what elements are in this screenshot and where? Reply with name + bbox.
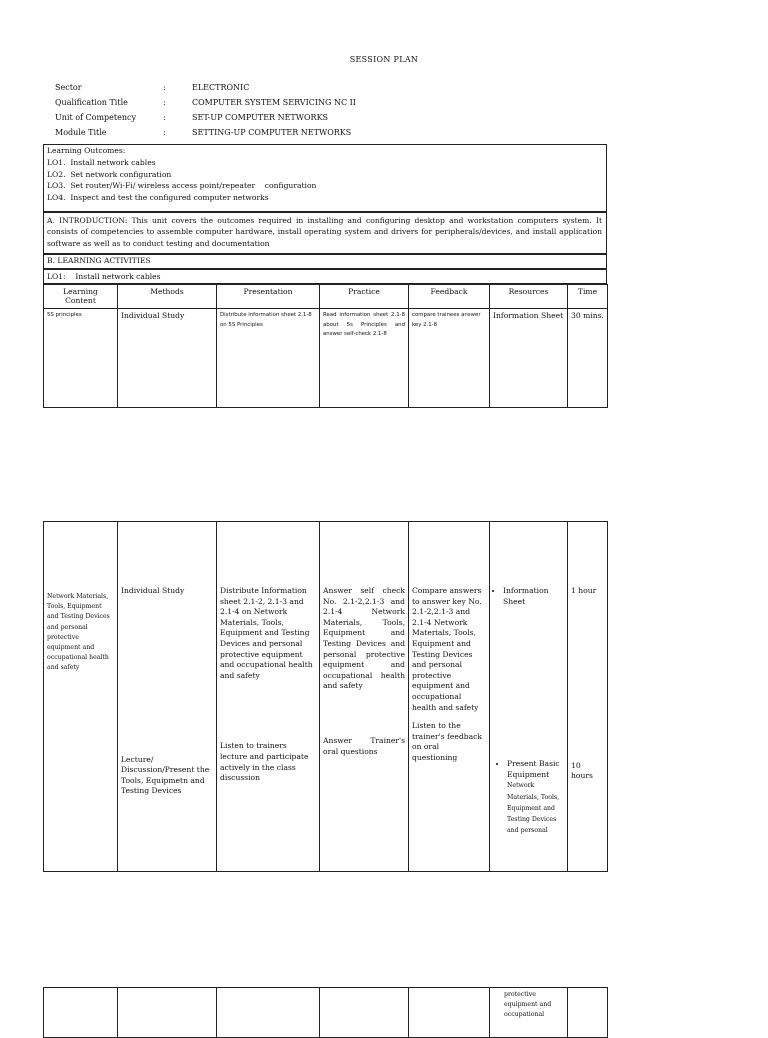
table-row	[44, 522, 608, 872]
feedback-listen: Listen to the trainer's feedback on oral questioning	[412, 721, 482, 762]
column-header: Presentation	[217, 285, 320, 309]
presentation-distribute: Distribute Information sheet 2.1-2, 2.1-3 and 2.1-4 on Network Materials, Tools, Equipment and Testing Devices and personal protective equipment and occupational health and safety	[220, 586, 313, 680]
learning-outcomes-heading: Learning Outcomes:	[47, 146, 126, 155]
resources-sub: Network Materials, Tools, Equipment and Testing Devices and personal	[507, 782, 560, 835]
activities-table-1	[43, 284, 608, 408]
table-row	[44, 988, 608, 1038]
cell-content: Network Materials, Tools, Equipment and Testing Devices and personal protective equipment and occupational health and safety	[44, 522, 118, 872]
column-header: Feedback	[409, 285, 490, 309]
column-header: Methods	[118, 285, 217, 309]
cell-practice	[320, 988, 409, 1038]
methods-individual: Individual Study	[121, 586, 185, 595]
header-label: Module Title	[55, 128, 107, 137]
cell-presentation	[217, 522, 320, 872]
cell-feedback	[409, 522, 490, 872]
header-value: SETTING-UP COMPUTER NETWORKS	[192, 128, 352, 137]
learning-outcomes-box	[43, 144, 607, 212]
cell-methods: Individual Study	[118, 309, 217, 408]
feedback-compare: Compare answers to answer key No. 2.1-2,2.1-3 and 2.1-4 Network Materials, Tools, Equipment and Testing Devices and personal protective equipment and occupational health and safety	[412, 586, 482, 712]
header-label: Unit of Competency	[55, 113, 137, 122]
learning-outcome-item: LO3. Set router/Wi-Fi/ wireless access point/repeater configuration	[47, 181, 317, 191]
header-value: COMPUTER SYSTEM SERVICING NC II	[192, 98, 356, 107]
cell-resources	[490, 522, 568, 872]
column-header: Learning Content	[44, 285, 118, 309]
methods-lecture: Lecture/ Discussion/Present the Tools, Equipmetn and Testing Devices	[121, 754, 210, 796]
cell-practice: Read information sheet 2.1-8 about 5s Principles and answer self-check 2.1-8	[320, 309, 409, 408]
practice-oral: Answer Trainer's oral questions	[323, 735, 405, 756]
time-row3: 10 hours	[571, 760, 593, 781]
column-header: Practice	[320, 285, 409, 309]
header-colon: :	[163, 128, 166, 137]
header-colon: :	[163, 113, 166, 122]
table-row	[44, 309, 608, 408]
practice-self-check: Answer self check No. 2.1-2,2.1-3 and 2.1-4 Network Materials, Tools, Equipment and Testing Devices and personal protective equipment and occupational health and safety	[323, 586, 405, 691]
learning-outcome-item: LO1. Install network cables	[47, 157, 156, 167]
header-value: ELECTRONIC	[192, 83, 250, 92]
cell-practice	[320, 522, 409, 872]
resources-main: Present Basic Equipment	[507, 759, 560, 779]
cell-resources: Information Sheet	[490, 309, 568, 408]
document-title: SESSION PLAN	[349, 55, 419, 64]
introduction-box: A. INTRODUCTION: This unit covers the outcomes required in installing and configuring desktop and workstation computers system. It consists of competencies to assemble computer hardware, install operating system and drivers for peripherals/devices, and install application software as well as to conduct testing and documentation	[43, 212, 607, 254]
resources-item: • Information Sheet	[503, 586, 564, 607]
cell-methods	[118, 988, 217, 1038]
resources-item	[507, 759, 564, 836]
resources-list	[493, 759, 564, 836]
cell-content: 5S principles	[44, 309, 118, 408]
cell-presentation	[217, 988, 320, 1038]
presentation-listen: Listen to trainers lecture and participate actively in the class discussion	[220, 741, 309, 783]
lo1-label: LO1: Install network cables	[43, 269, 607, 284]
cell-presentation: Distribute information sheet 2.1-8 on 5S Principles	[217, 309, 320, 408]
resources-list	[493, 586, 564, 607]
cell-time	[568, 522, 608, 872]
cell-methods	[118, 522, 217, 872]
learning-outcome-item: LO2. Set network configuration	[47, 169, 172, 179]
header-value: SET-UP COMPUTER NETWORKS	[192, 113, 329, 122]
cell-time: 30 mins.	[568, 309, 608, 408]
activities-table-2	[43, 521, 608, 872]
cell-feedback: compare trainees answer key 2.1-8	[409, 309, 490, 408]
cell-content	[44, 988, 118, 1038]
header-label: Sector	[55, 83, 82, 92]
header-label: Qualification Title	[55, 98, 128, 107]
cell-feedback	[409, 988, 490, 1038]
cell-time	[568, 988, 608, 1038]
cell-resources: protective equipment and occupational	[490, 988, 568, 1038]
learning-outcome-item: LO4. Inspect and test the configured computer networks	[47, 193, 269, 203]
learning-activities-heading: B. LEARNING ACTIVITIES	[43, 254, 607, 269]
column-header: Resources	[490, 285, 568, 309]
header-colon: :	[163, 98, 166, 107]
header-colon: :	[163, 83, 166, 92]
column-header: Time	[568, 285, 608, 309]
time-row2: 1 hour	[571, 586, 597, 595]
activities-table-3	[43, 987, 608, 1038]
table-header-row	[44, 285, 608, 309]
